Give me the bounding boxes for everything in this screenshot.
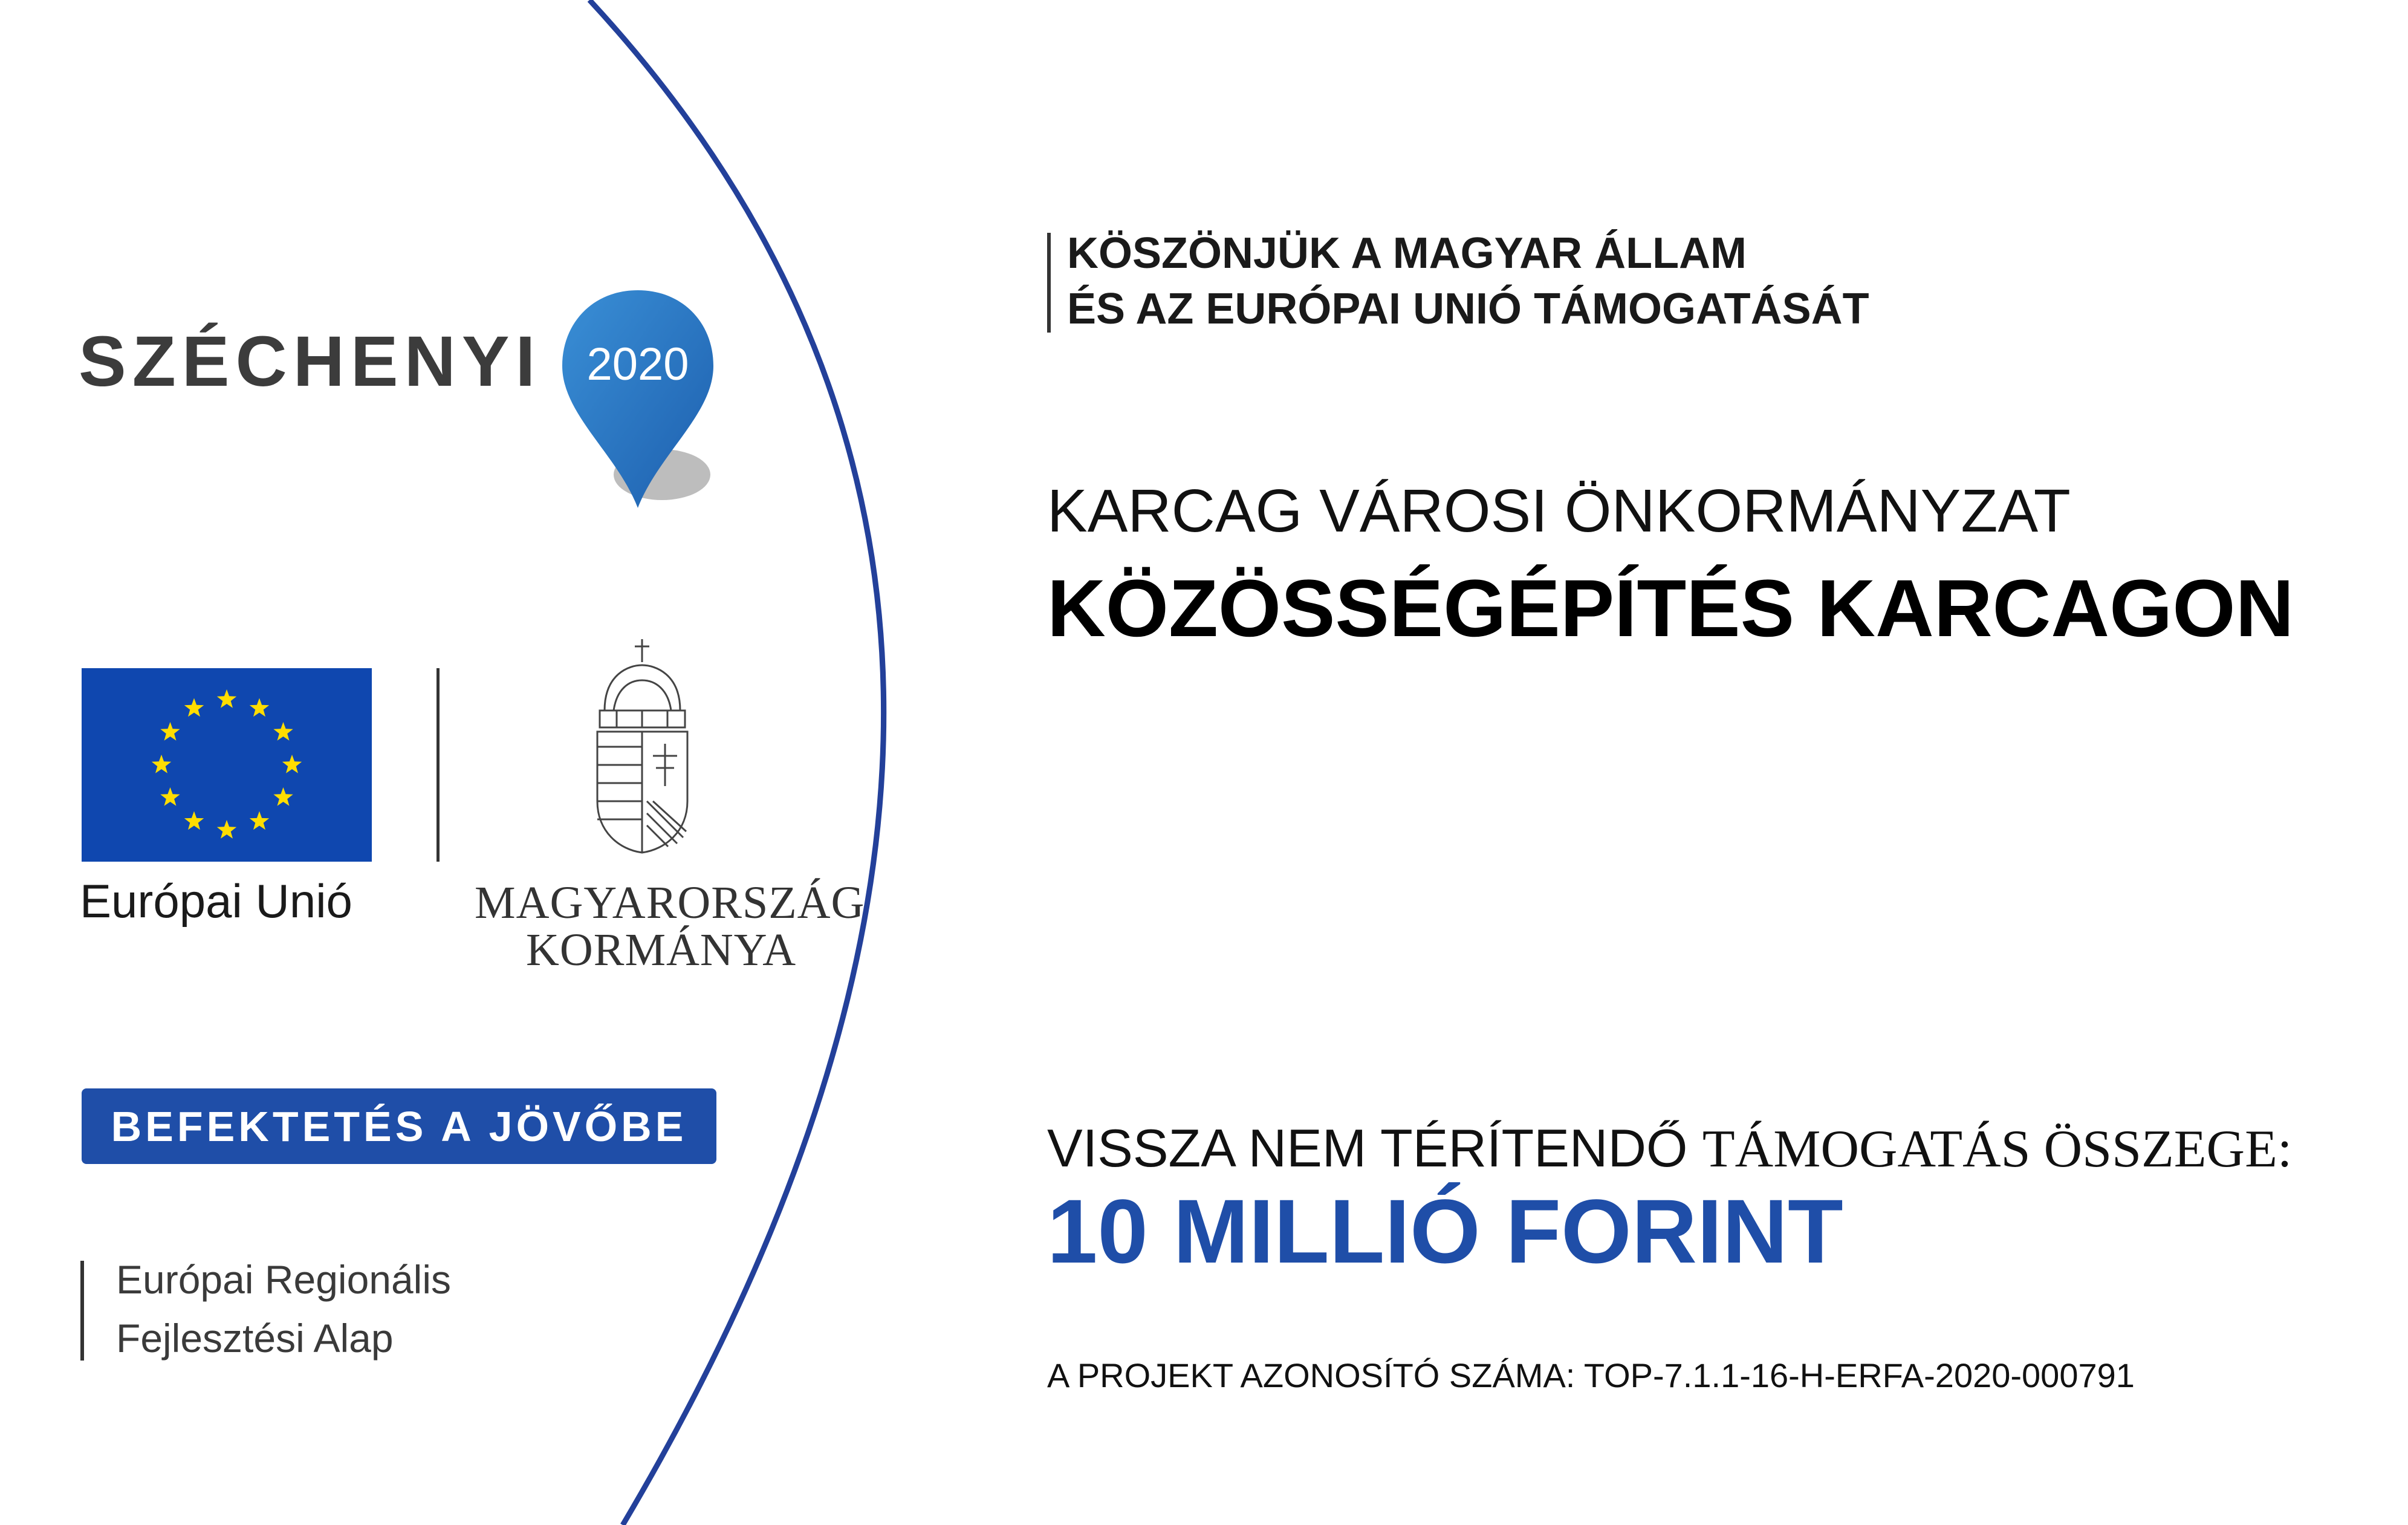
investment-badge-text: BEFEKTETÉS A JÖVŐBE	[111, 1102, 687, 1150]
support-label	[1047, 1117, 2292, 1180]
eu-star-icon	[152, 755, 171, 773]
fund-name-line1: Európai Regionális	[116, 1257, 452, 1302]
fund-accent-bar	[80, 1261, 84, 1361]
eu-star-icon	[282, 755, 302, 773]
thanks-accent-bar	[1047, 233, 1051, 333]
eu-star-icon	[250, 811, 269, 830]
support-label-part2: TÁMOGATÁS ÖSSZEGE:	[1702, 1120, 2293, 1179]
support-label-part1: VISSZA NEM TÉRÍTENDŐ	[1047, 1118, 1688, 1178]
szechenyi-2020-pin-logo	[556, 284, 719, 514]
thanks-line1: KÖSZÖNJÜK A MAGYAR ÁLLAM	[1067, 229, 1747, 278]
eu-star-icon	[160, 787, 180, 806]
szechenyi-logo-text: SZÉCHENYI	[79, 322, 542, 402]
beneficiary-name: KARCAG VÁROSI ÖNKORMÁNYZAT	[1047, 477, 2071, 545]
eu-flag	[82, 668, 372, 862]
eu-star-icon	[217, 689, 236, 708]
investment-badge	[82, 1088, 716, 1164]
project-title: KÖZÖSSÉGÉPÍTÉS KARCAGON	[1047, 564, 2294, 654]
eu-star-icon	[160, 722, 180, 741]
eu-star-icon	[217, 820, 236, 839]
eu-star-icon	[250, 698, 269, 717]
project-id: A PROJEKT AZONOSÍTÓ SZÁMA: TOP-7.1.1-16-H-ERFA-2020-000791	[1047, 1356, 2135, 1394]
government-name-line2: KORMÁNYA	[526, 925, 797, 975]
support-amount: 10 MILLIÓ FORINT	[1047, 1180, 1843, 1282]
eu-star-icon	[273, 722, 293, 741]
government-name-line1: MAGYARORSZÁG	[475, 877, 865, 928]
fund-name-line2: Fejlesztési Alap	[116, 1316, 394, 1361]
logo-divider	[436, 668, 440, 862]
thanks-line2: ÉS AZ EURÓPAI UNIÓ TÁMOGATÁSÁT	[1067, 285, 1869, 333]
szechenyi-year-text: 2020	[586, 339, 689, 390]
hungarian-coat-of-arms-icon	[592, 638, 692, 856]
eu-star-icon	[184, 698, 204, 717]
eu-stars-icon	[82, 668, 372, 862]
eu-star-icon	[184, 811, 204, 830]
eu-label: Európai Unió	[80, 874, 352, 928]
eu-star-icon	[273, 787, 293, 806]
